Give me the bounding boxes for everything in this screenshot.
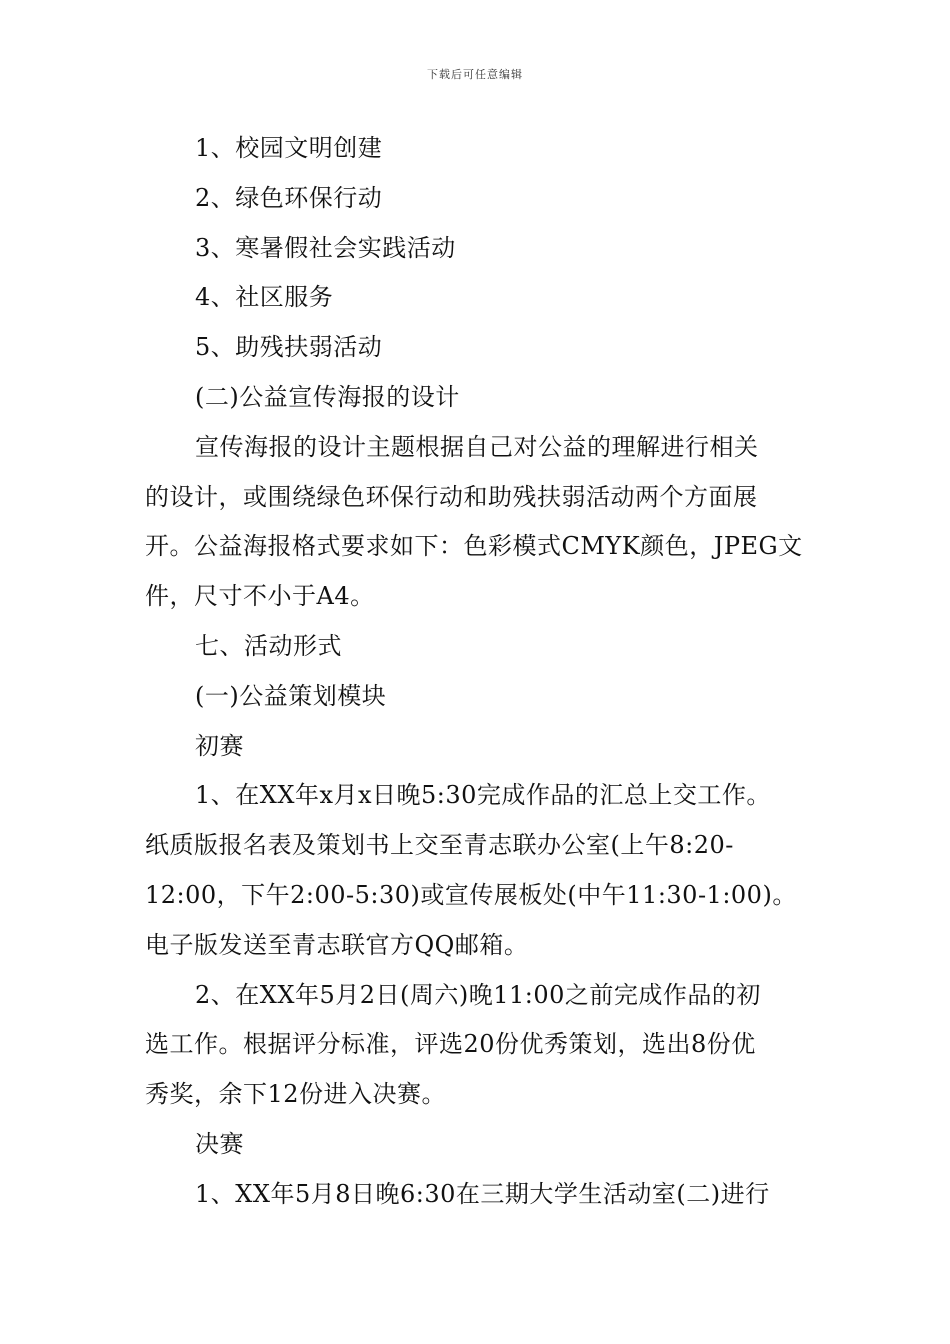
paragraph-line: 1、XX年5月8日晚6:30在三期大学生活动室(二)进行 [195, 1179, 770, 1208]
header-note: 下载后可任意编辑 [427, 68, 523, 81]
list-item-3: 3、寒暑假社会实践活动 [195, 233, 456, 262]
paragraph-line: 的设计，或围绕绿色环保行动和助残扶弱活动两个方面展 [145, 482, 758, 511]
paragraph-line: 件，尺寸不小于A4。 [145, 582, 375, 611]
list-item-5: 5、助残扶弱活动 [195, 333, 383, 362]
paragraph-line: 纸质版报名表及策划书上交至青志联办公室(上午8:20- [145, 831, 734, 860]
document-body [145, 124, 810, 1220]
subheading-preliminary: 初赛 [195, 731, 244, 760]
paragraph-line: 秀奖，余下12份进入决赛。 [145, 1080, 447, 1109]
section-heading-planning-module: (一)公益策划模块 [195, 681, 387, 710]
list-item-2: 2、绿色环保行动 [195, 183, 383, 212]
paragraph-line: 电子版发送至青志联官方QQ邮箱。 [145, 930, 529, 959]
paragraph-line: 1、在XX年x月x日晚5:30完成作品的汇总上交工作。 [195, 781, 771, 810]
paragraph-line: 宣传海报的设计主题根据自己对公益的理解进行相关 [195, 432, 759, 461]
paragraph-line: 开。公益海报格式要求如下：色彩模式CMYK颜色，JPEG文 [145, 532, 803, 561]
paragraph-line: 选工作。根据评分标准，评选20份优秀策划，选出8份优 [145, 1030, 756, 1059]
list-item-4: 4、社区服务 [195, 283, 334, 312]
section-heading-activity-form: 七、活动形式 [195, 631, 342, 660]
section-heading-poster: (二)公益宣传海报的设计 [195, 382, 460, 411]
paragraph-line: 2、在XX年5月2日(周六)晚11:00之前完成作品的初 [195, 980, 761, 1009]
paragraph-line: 12:00，下午2:00-5:30)或宣传展板处(中午11:30-1:00)。 [145, 880, 797, 909]
list-item-1: 1、校园文明创建 [195, 134, 383, 162]
subheading-final: 决赛 [195, 1129, 244, 1158]
